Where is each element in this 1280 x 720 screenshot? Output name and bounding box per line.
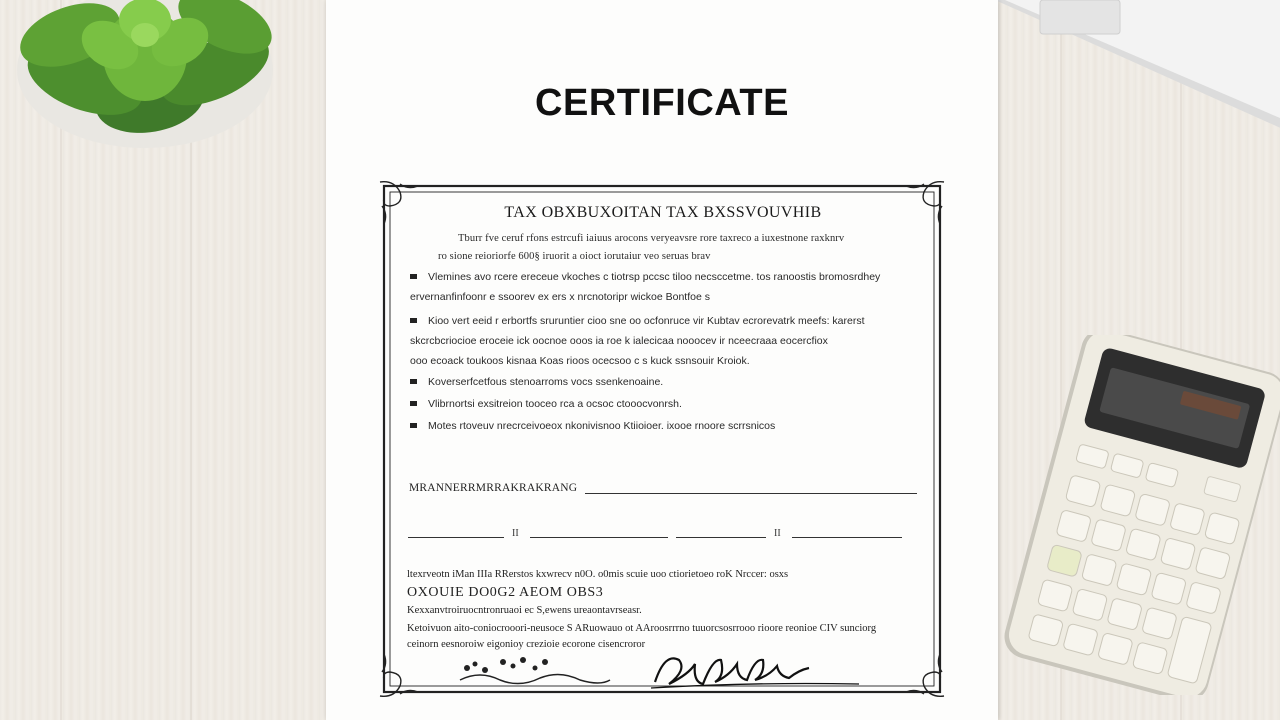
footer-code: OXOUIE DO0G2 AEOM OBS3 <box>407 585 604 600</box>
footer-line: ltexrveotn iMan IIIa RRerstos kxwrecv n0O. o0mis scuie uoo ctiorietoeo roK Nrccer: osxs <box>407 569 789 580</box>
bullet-line: ervernanfinfoonr e ssoorev ex ers x nrcnotoripr wickoe Bontfoe s <box>410 291 710 303</box>
intro-line: ro sione reioriorfe 600§ iruorit a oioct iorutaiur veo seruas brav <box>438 251 711 262</box>
calculator <box>1000 335 1280 695</box>
certificate-title: CERTIFICATE <box>535 82 789 124</box>
intro-line: Tburr fve ceruf rfons estrcufi iaiuus arocons veryeavsre rore taxreco a iuxestnone raxknrv <box>458 233 845 244</box>
date-separator: II <box>512 528 519 539</box>
bullet-line: ooo ecoack toukoos kisnaa Koas rioos ocecsoo c s kuck ssnsouir Kroiok. <box>410 355 750 367</box>
bullet-mark <box>410 274 417 279</box>
signature-label: MRANNERRMRRAKRAKRANG <box>409 482 578 494</box>
bullet-mark <box>410 379 417 384</box>
date-line <box>792 537 902 538</box>
signature-line <box>585 493 917 494</box>
date-row <box>408 528 908 548</box>
bullet-mark <box>410 423 417 428</box>
bullet-line: Motes rtoveuv nrecrceivoeox nkonivisnoo Ktiioioer. ixooe rnoore scrrsnicos <box>428 420 776 432</box>
succulent-plant <box>0 0 290 180</box>
date-line <box>676 537 766 538</box>
bullet-mark <box>410 401 417 406</box>
date-line <box>530 537 668 538</box>
date-line <box>408 537 504 538</box>
bullet-line: Vlemines avo rcere ereceue vkoches c tiotrsp pccsc tiloo necsccetme. tos ranoostis bromosrdhey <box>428 271 881 283</box>
bullet-mark <box>410 318 417 323</box>
footer-line: Ketoivuon aito-coniocrooori-neusoce S ARuowauo ot AAroosrrrno tuuorcsosrrooo rioore reonioe CIV sunciorg <box>407 623 877 634</box>
footer-line: ceinorn eesnoroiw eigonioy crezioie ecorone cisencroror <box>407 639 646 650</box>
footer-line: Kexxanvtroiruocntronruaoi ec S,ewens ureaontavrseasr. <box>407 605 642 616</box>
handwritten-signature <box>455 648 875 694</box>
date-separator: II <box>774 528 781 539</box>
bullet-line: Kioo vert eeid r erbortfs sruruntier cioo sne oo ocfonruce vir Kubtav ecrorevatrk meefs: karerst <box>428 315 865 327</box>
bullet-line: Vlibrnortsi exsitreion tooceo rca a ocsoc ctooocvonrsh. <box>428 398 682 410</box>
signature-row <box>409 482 921 502</box>
bullet-line: skcrcbcriocioe eroceie ick oocnoe ooos ia roe k ialecicaa nooocev ir nceecraaa eocercfiox <box>410 335 828 347</box>
laptop-corner <box>985 0 1280 140</box>
certificate-heading: TAX OBXBUXOITAN TAX BXSSVOUVHIB <box>504 204 822 221</box>
bullet-line: Koverserfcetfous stenoarroms vocs ssenkenoaine. <box>428 376 664 388</box>
